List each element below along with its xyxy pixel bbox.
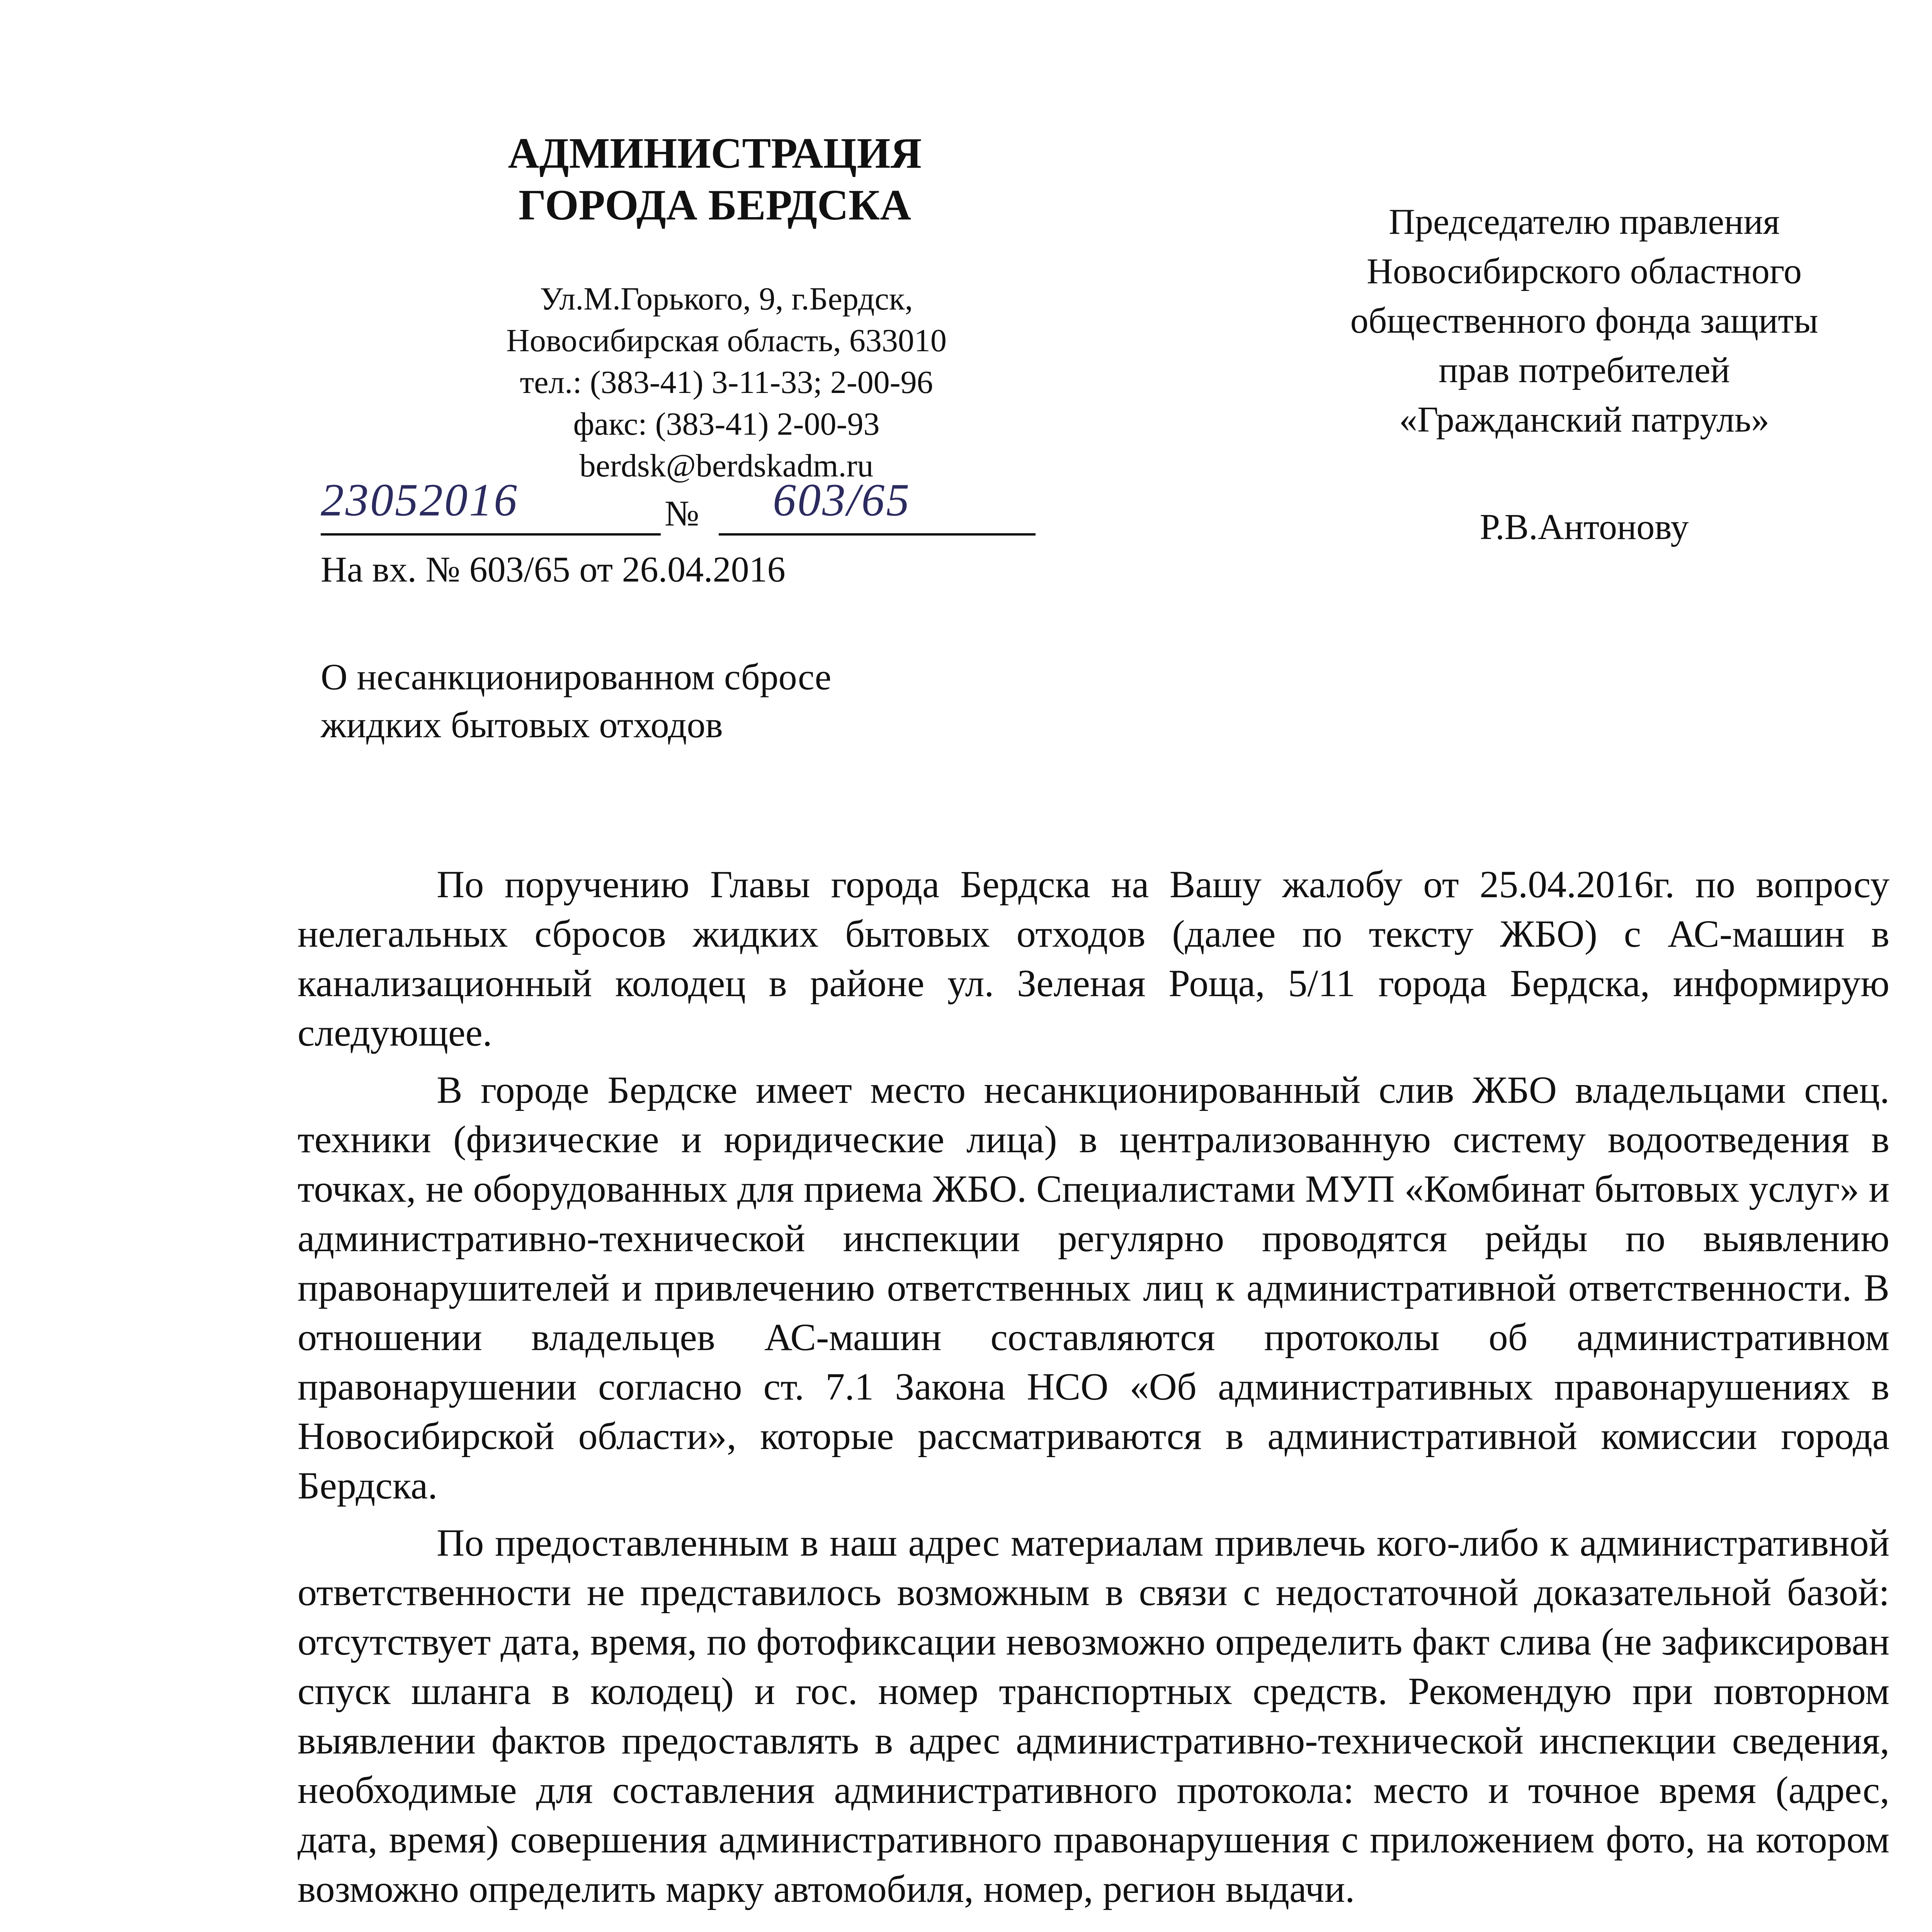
registration-number: 603/65: [773, 474, 911, 526]
letter-body: [298, 860, 1889, 1922]
recipient-line: прав потребителей: [1439, 350, 1730, 390]
recipient-block: [1236, 197, 1932, 444]
subject-line: жидких бытовых отходов: [321, 704, 723, 745]
letter-subject: [321, 653, 1171, 749]
organization-name-line1: АДМИНИСТРАЦИЯ: [508, 129, 922, 177]
body-paragraph: В городе Бердске имеет место несанкционированный слив ЖБО владельцами спец. техники (физические и юридические лица) в централизованную систему водоотведения в точках, не оборудованных для приема ЖБО. Специалистами МУП «Комбинат бытовых услуг» и административно-технической инспекции регулярно проводятся рейды по выявлению правонарушителей и привлечению ответственных лиц к административной ответственности. В отношении владельцев АС-машин составляются протоколы об административном правонарушении согласно ст. 7.1 Закона НСО «Об административных правонарушениях в Новосибирской области», которые рассматриваются в административной комиссии города Бердска.: [298, 1068, 1889, 1507]
organization-name-line2: ГОРОДА БЕРДСКА: [518, 181, 912, 229]
registration-date: 23052016: [321, 474, 519, 526]
fax-line: факс: (383-41) 2-00-93: [573, 406, 880, 442]
recipient-line: Председателю правления: [1389, 202, 1780, 242]
recipient-name: Р.В.Антонову: [1480, 507, 1689, 547]
incoming-reference: На вх. № 603/65 от 26.04.2016: [321, 549, 786, 590]
body-paragraph: По поручению Главы города Бердска на Вашу жалобу от 25.04.2016г. по вопросу нелегальных сбросов жидких бытовых отходов (далее по тексту ЖБО) с АС-машин в канализационный колодец в районе ул. Зеленая Роща, 5/11 города Бердска, информирую следующее.: [298, 863, 1889, 1054]
recipient-line: общественного фонда защиты: [1350, 301, 1818, 341]
address-line: Новосибирская область, 633010: [506, 323, 947, 359]
registration-number-label: №: [665, 493, 699, 534]
recipient-line: «Гражданский патруль»: [1399, 400, 1769, 440]
registration-date-underline: [321, 533, 661, 536]
organization-address: [425, 278, 1028, 487]
recipient-line: Новосибирского областного: [1367, 251, 1802, 291]
body-paragraph: По предоставленным в наш адрес материалам привлечь кого-либо к административной ответственности не представилось возможным в связи с недостаточной доказательной базой: отсутствует дата, время, по фотофиксации невозможно определить факт слива (не зафиксирован спуск шланга в колодец) и гос. номер транспортных средств. Рекомендую при повторном выявлении фактов предоставлять в адрес административно-технической инспекции сведения, необходимые для составления административного протокола: место и точное время (адрес, дата, время) совершения административного правонарушения с приложением фото, на котором возможно определить марку автомобиля, номер, регион выдачи.: [298, 1521, 1889, 1910]
phone-line: тел.: (383-41) 3-11-33; 2-00-96: [520, 364, 933, 400]
organization-name: [444, 128, 985, 231]
subject-line: О несанкционированном сбросе: [321, 656, 832, 697]
address-line: Ул.М.Горького, 9, г.Бердск,: [540, 281, 913, 317]
registration-number-underline: [719, 533, 1036, 536]
email-line: berdsk@berdskadm.ru: [579, 448, 874, 484]
